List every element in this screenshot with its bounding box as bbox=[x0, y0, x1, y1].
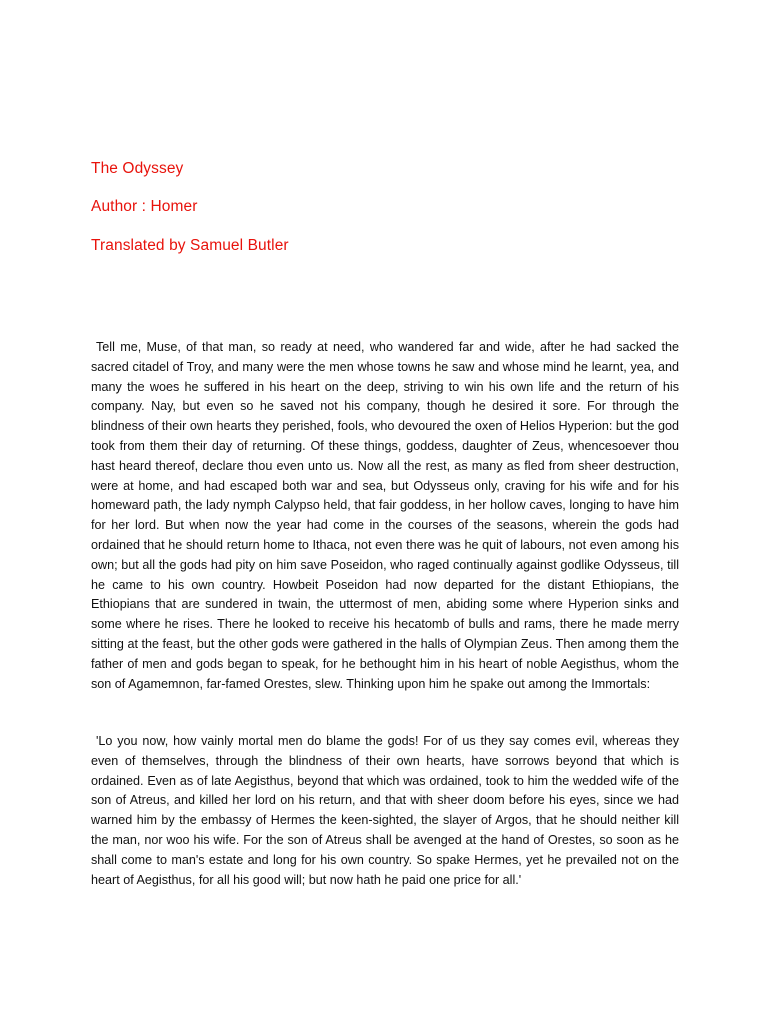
author-line: Author : Homer bbox=[91, 198, 198, 215]
body-paragraph: Tell me, Muse, of that man, so ready at need, who wandered far and wide, after he had sacked the sacred citadel of Troy, and many were the men whose towns he saw and whose mind he learnt, yea, and many the woes he suffered in his heart on the deep, striving to win his own life and the return of his company. Nay, but even so he saved not his company, though he desired it sore. For through the blindness of their own hearts they perished, fools, who devoured the oxen of Helios Hyperion: but the god took from them their day of returning. Of these things, goddess, daughter of Zeus, whencesoever thou hast heard thereof, declare thou even unto us. Now all the rest, as many as fled from sheer destruction, were at home, and had escaped both war and sea, but Odysseus only, craving for his wife and for his homeward path, the lady nymph Calypso held, that fair goddess, in her hollow caves, longing to have him for her lord. But when now the year had come in the courses of the seasons, wherein the gods had ordained that he should return home to Ithaca, not even there was he quit of labours, not even among his own; but all the gods had pity on him save Poseidon, who raged continually against godlike Odysseus, till he came to his own country. Howbeit Poseidon had now departed for the distant Ethiopians, the Ethiopians that are sundered in twain, the uttermost of men, abiding some where Hyperion sinks and some where he rises. There he looked to receive his hecatomb of bulls and rams, there he made merry sitting at the feast, but the other gods were gathered in the halls of Olympian Zeus. Then among them the father of men and gods began to speak, for he bethought him in his heart of noble Aegisthus, whom the son of Agamemnon, far-famed Orestes, slew. Thinking upon him he spake out among the Immortals: bbox=[91, 340, 679, 691]
document-title: The Odyssey bbox=[91, 160, 184, 177]
body-paragraph-2-container bbox=[91, 732, 679, 890]
body-paragraph-1-container bbox=[91, 338, 679, 694]
body-paragraph: 'Lo you now, how vainly mortal men do blame the gods! For of us they say comes evil, whereas they even of themselves, through the blindness of their own hearts, have sorrows beyond that which is ordained. Even as of late Aegisthus, beyond that which was ordained, took to him the wedded wife of the son of Atreus, and killed her lord on his return, and that with sheer doom before his eyes, since we had warned him by the embassy of Hermes the keen-sighted, the slayer of Argos, that he should neither kill the man, nor woo his wife. For the son of Atreus shall be avenged at the hand of Orestes, so soon as he shall come to man's estate and long for his own country. So spake Hermes, yet he prevailed not on the heart of Aegisthus, for all his good will; but now hath he paid one price for all.' bbox=[91, 734, 679, 887]
translator-line: Translated by Samuel Butler bbox=[91, 237, 289, 254]
